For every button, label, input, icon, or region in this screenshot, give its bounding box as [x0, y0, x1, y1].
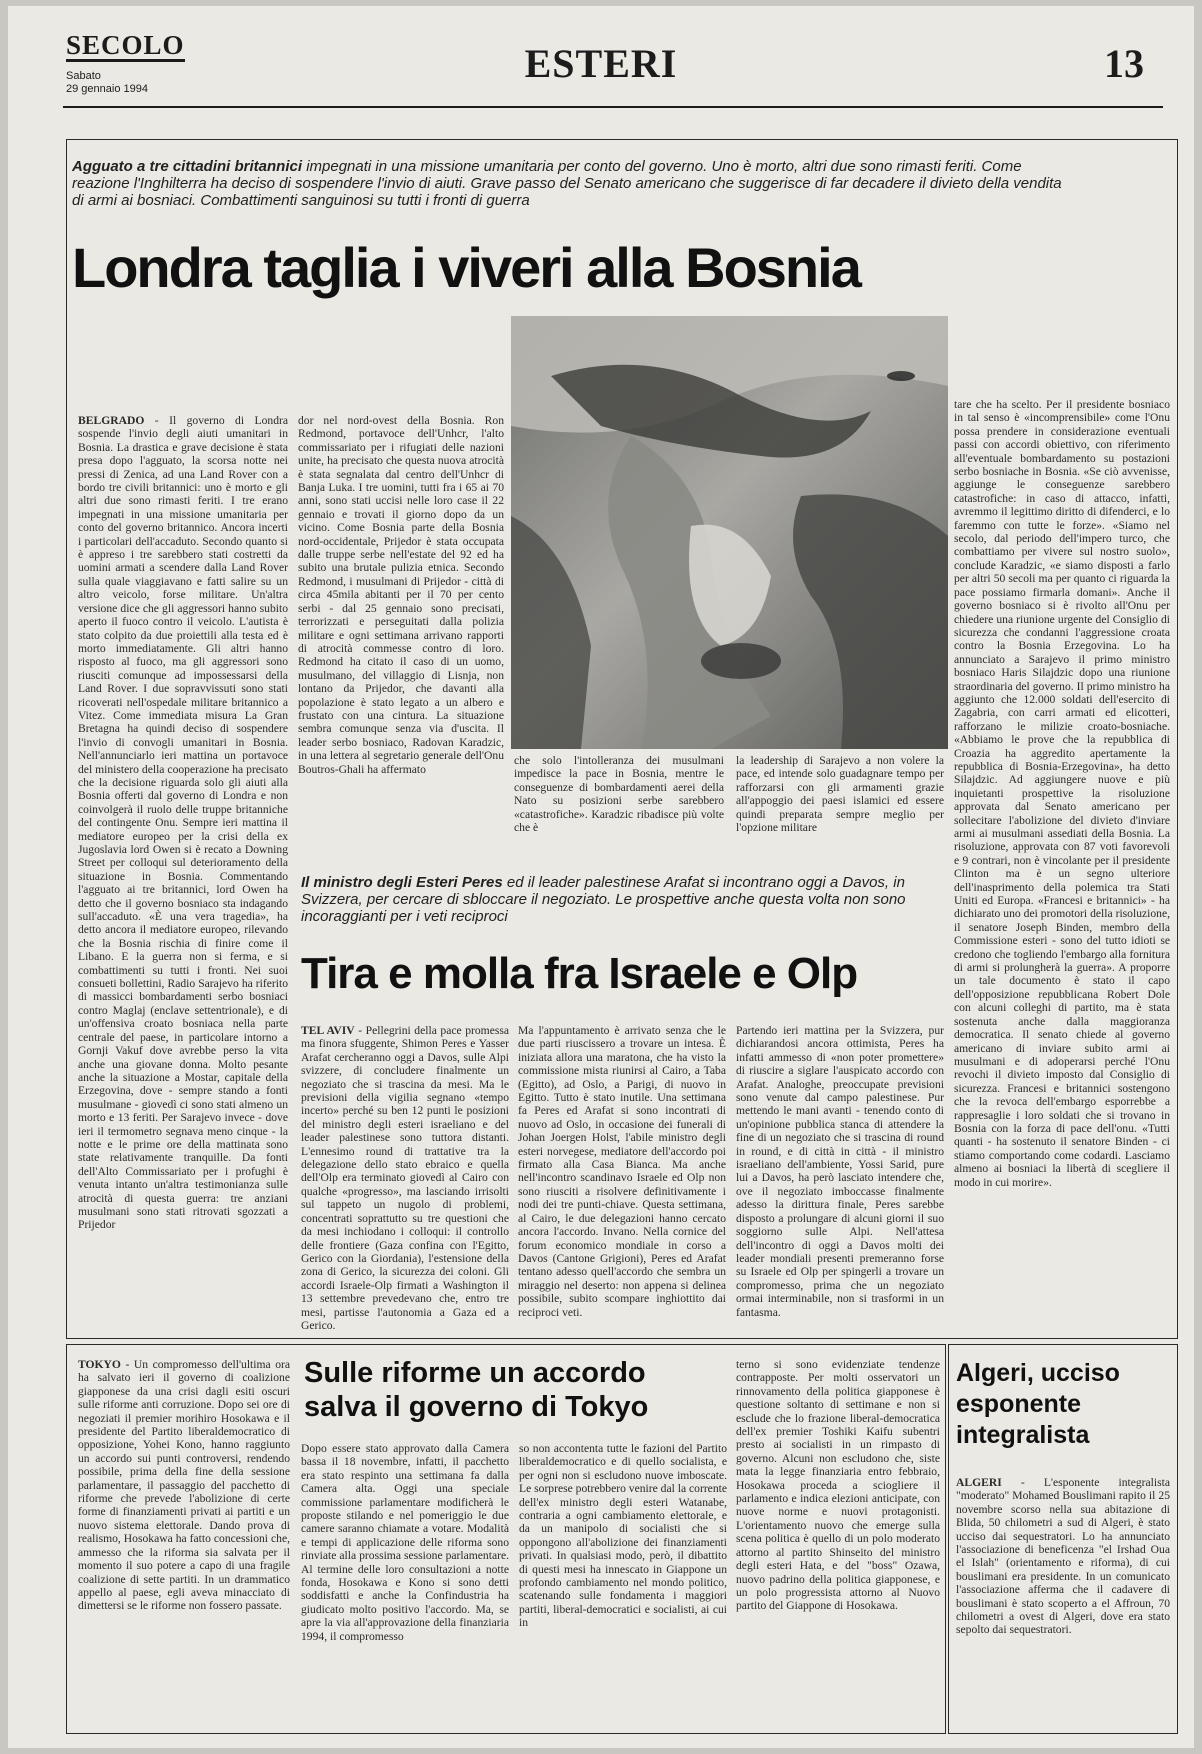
israele-col-1-body: Pellegrini della pace promessa ma finora sfuggente, Shimon Peres e Yasser Arafat cercheranno oggi a Davos, sulle Alpi svizzere, di concludere finalmente un negoziato che si trascina da mesi. Ma le previsioni della vigilia segnano «tempo incerto» perché su ben 12 punti le posizioni del ministro degli esteri israeliano e del leader palestinese sono tuttora distanti. L'ennesimo round di trattative tra la delegazione dello stato ebraico e quella dell'Olp era terminato giovedì al Cairo con qualche «progresso», ma lasciando irrisolti sul tappeto un nugolo di problemi, concentrati soprattutto su tre questioni che da mesi inchiodano i colloqui: il controllo delle frontiere (Gaza confina con l'Egitto, Gerico con la Giordania), l'estensione della zona di Gerico, la sicurezza dei coloni. Gli accordi Israele-Olp firmati a Washington il 13 settembre prevedevano che, entro tre mesi, partisse l'autonomia a Gaza ed a Gerico.: [301, 1024, 509, 1332]
tokyo-col-3-text: so non accontenta tutte le fazioni del Partito liberaldemocratico e di quello socialista, e per ogni non si escludono nuove imboscate. Le sorprese potrebbero venire dal la corrente dell'ex ministro degli esteri Watanabe, contraria a ogni cambiamento elettorale, e da un manipolo di socialisti che si oppongono all'abolizione dei finanziamenti privati. In qualsiasi modo, però, il dibattito di questi mesi ha innescato in Giappone un profondo cambiamento nel mondo politico, scatenando sulle fondamenta i maggiori partiti, liberal-democratici e socialisti, ai cui in: [519, 1442, 727, 1630]
algeri-headline: Algeri, ucciso esponente integralista: [956, 1359, 1120, 1449]
bosnia-kicker: [72, 158, 1062, 209]
israele-kicker: [301, 874, 941, 925]
israele-dateline: TEL AVIV: [301, 1024, 355, 1037]
bosnia-col-4-text: la leadership di Sarajevo a non volere la pace, ed intende solo guadagnare tempo per rafforzarsi con gli armamenti grazie all'appoggio dei paesi islamici ed essere quindi preparata sempre meglio per l'opzione militare: [736, 754, 944, 834]
bosnia-kicker-lead: Agguato a tre cittadini britannici: [72, 158, 303, 175]
bosnia-col-1: [78, 414, 288, 1334]
tokyo-col-2-text: Dopo essere stato approvato dalla Camera bassa il 18 novembre, infatti, il pacchetto era stato respinto una settimana fa dalla Camera alta. Oggi una speciale commissione parlamentare modificherà le proposte stilando e nel pomeriggio le due camere saranno chiamate a votare. Modalità e tempi di applicazione delle riforma sono rinviate alla prossima sessione parlamentare. Al termine delle loro consultazioni a notte fonda, Hosokawa e Kono si sono detti soddisfatti e anche la Confindustria ha giudicato molto positivo l'accordo. Ma, se apre la via all'approvazione della finanziaria 1994, il compromesso: [301, 1442, 509, 1643]
bosnia-col-5-text: tare che ha scelto. Per il presidente bosniaco in tal senso è «incomprensibile» come l'Onu possa prendere in considerazione eventuali passi con accordi obiettivo, con riferimento all'eventuale bombardamento su postazioni serbo bosniache in Bosnia. «Se ciò avvenisse, aggiunge le conseguenze sarebbero catastrofiche: in caso di attacco, infatti, avremmo il legittimo diritto di difenderci, e lo faremmo con tutte le forze». «Siamo nel secolo, dal periodo dell'impero turco, che combattiamo per vivere sul nostro suolo», conclude Karadzic, «e siamo disposti a farlo per altri 50 secoli ma per quanto ci riguarda la pace possiamo firmarla domani». Anche il governo bosniaco si è rivolto all'Onu per chiedere una riunione urgente del Consiglio di sicurezza che condanni l'aggressione croata contro la Bosnia Erzegovina. Lo ha annunciato a Sarajevo il primo ministro bosniaco Haris Silajdzic dopo una riunione straordinaria del governo. Il primo ministro ha aggiunto che 12.000 soldati dell'esercito di Zagabria, con carri armati ed elicotteri, rafforzano le milizie croato-bosniache. «Abbiamo le prove che la repubblica di Croazia ha aggredito apertamente la repubblica di Bosnia-Erzegovina», ha detto Silajdzic. Ad aggiungere nuove e più inquietanti prospettive la risoluzione approvata dal Senato americano per sollecitare l'abolizione del divieto d'inviare armi ai musulmani assediati della Bosnia. La risoluzione, approvata con 87 voti favorevoli e 9 contrari, non è vincolante per il presidente Clinton ma è un segno ulteriore dell'inasprimento della polemica tra Stati Uniti ed Europa. «Francesi e britannici» - ha dichiarato uno dei promotori della risoluzione, il senatore Joseph Binden, membro della Commissione esteri - sono del tutto idioti se credono che togliendo l'embargo alla fornitura di armi si prolungherà la guerra». A proporre un tale documento è stato il capo dell'opposizione repubblicana Robert Dole con alcuni colleghi di partito, ma è stata sostenuta anche dalla maggioranza democratica. Il senato chiede al governo americano di inviare subito armi ai musulmani e di adoperarsi perché l'Onu revochi il divieto imposto dal Consiglio di sicurezza. Francesi e britannici sostengono che la revoca dell'embargo esporrebbe a rappresaglie i loro soldati che si trovano in Bosnia con la forza di pace dell'onu. «Tutti quanti - ha sostenuto il senatore Binden - ci stiamo comportando come codardi. Lasciamo almeno ai bosniaci la libertà di scegliere il modo in cui morire».: [954, 398, 1170, 1189]
israele-col-1: [301, 1024, 509, 1334]
bosnia-col-5: [954, 398, 1170, 1334]
bosnia-col-3-text: che solo l'intolleranza dei musulmani impedisce la pace in Bosnia, mentre le conseguenze di bombardamenti aerei della Nato su posizioni serbe sarebbero «catastrofiche». Karadzic ribadisce più volte che è: [514, 754, 724, 834]
tokyo-headline: Sulle riforme un accordo salva il governo di Tokyo: [304, 1357, 649, 1423]
algeri-col-1: [956, 1476, 1170, 1728]
tokyo-col-1: [78, 1358, 290, 1728]
tokyo-col-4: [736, 1358, 940, 1728]
bosnia-col-1-text: BELGRADO - Il governo di Londra sospende l'invio degli aiuti umanitari in Bosnia. La drastica e grave decisione è stata presa dopo l'agguato, la scorsa notte nei pressi di Zenica, ad una Land Rover con a bordo tre civili britannici: uno è morto e gli altri due sono rimasti feriti. I tre erano impegnati in una missione umanitaria per conto del governo britannico. Ancora incerti i particolari dell'accaduto. Secondo quanto si è appreso i tre sarebbero stati costretti da uomini armati a scendere dalla Land Rover sulla quale viaggiavano e fatti salire su un altro veicolo, forse militare. Un'altra versione dice che gli aggressori hanno subito aperto il fuoco contro il veicolo. L'autista è stato colpito da due proiettili alla testa ed è morto immediatamente. Gli altri hanno risposto al fuoco, ma gli aggressori sono riusciti comunque ad impossessarsi della Land Rover. I due sopravvissuti sono stati ricoverati nell'ospedale militare britannico a Vitez. Come immediata misura La Gran Bretagna ha quindi deciso di sospendere l'invio di convogli umanitari in Bosnia. Nell'annunciarlo ieri mattina un portavoce del ministero della cooperazione ha precisato che la decisione riguarda solo gli aiuti alla Bosnia offerti dal governo di Londra e non coinvolgerà il ruolo delle truppe britanniche del contingente Onu. Sempre ieri mattina il mediatore europeo per la crisi della ex Jugoslavia lord Owen si è recato a Downing Street per colloqui sul deterioramento della situazione in Bosnia. Commentando l'agguato ai tre britannici, lord Owen ha detto che il governo bosniaco sta indagando sull'accaduto. «È una vera tragedia», ha detto ancora il mediatore europeo, rilevando che la Bosnia rischia di finire come il Libano. E la guerra non si ferma, e si combattimenti su tutti i fronti. Nei suoi consueti bollettini, Radio Sarajevo ha riferito di massicci bombardamenti serbo bosniaci contro Maglaj (enclave settentrionale), e di un'offensiva croato bosniaca nella parte centrale del paese, in particolare intorno a Gornji Vakuf dove avrebbe perso la vita anche una giovane donna. Molto pesante anche la situazione a Mostar, capitale della Erzegovina, dove - sempre stando a fonti musulmane - giovedì ci sono stati almeno un morto e 13 feriti. Per Sarajevo invece - dove ieri il termometro segnava meno cinque - la notte e le prime ore della mattinata sono state relativamente tranquille. Da fonti dell'Alto Commissariato per i profughi è venuta intanto un'altra testimonianza sulle atrocità di questa guerra: tre anziani musulmani sono stati ritrovati sgozzati a Prijedor: [78, 414, 288, 1232]
issue-day: Sabato: [66, 70, 101, 82]
masthead-rule: [63, 106, 1163, 108]
tokyo-col-1-text: TOKYO - Un compromesso dell'ultima ora ha salvato ieri il governo di coalizione giapponese da una crisi dagli esiti oscuri sulle riforme anti corruzione. Dopo sei ore di negoziati il premier morihiro Hosokawa e il presidente del Partito liberaldemocratico di opposizione, Yohei Kono, hanno raggiunto un accordo sui punti controversi, rendendo possibile, prima della fine della sessione parlamentare, il passaggio del pacchetto di riforme che prevede l'abolizione di certe forme di finanziamenti privati ai partiti e un nuovo sistema elettorale. Dando prova di realismo, Hosokawa ha fatto concessioni che, ammesso che la riforma sia salvata per il momento il suo potere a capo di una fragile coalizione di sette partiti. In un drammatico appello al paese, egli aveva minacciato di dimettersi se le riforme non fossero passate.: [78, 1358, 290, 1613]
issue-date-text: 29 gennaio 1994: [66, 83, 148, 95]
bosnia-col-4: [736, 754, 944, 834]
tokyo-col-2: [301, 1442, 509, 1728]
israele-col-1-text: TEL AVIV - Pellegrini della pace promessa ma finora sfuggente, Shimon Peres e Yasser Arafat cercheranno oggi a Davos, sulle Alpi svizzere, di concludere finalmente un negoziato che si trascina da mesi. Ma le previsioni della vigilia segnano «tempo incerto» perché su ben 12 punti le posizioni del ministro degli esteri israeliano e del leader palestinese sono tuttora distanti. L'ennesimo round di trattative tra la delegazione dello stato ebraico e quella dell'Olp era terminato giovedì al Cairo con qualche «progresso», ma lasciando irrisolti sul tappeto un nugolo di problemi, concentrati soprattutto su tre questioni che da mesi inchiodano i colloqui: il controllo delle frontiere (Gaza confina con l'Egitto, Gerico con la Giordania), l'estensione della zona di Gerico, la sicurezza dei coloni. Gli accordi Israele-Olp firmati a Washington il 13 settembre prevedevano che, entro tre mesi, partisse l'autonomia a Gaza ed a Gerico.: [301, 1024, 509, 1332]
israele-headline: Tira e molla fra Israele e Olp: [301, 949, 858, 998]
tokyo-dateline: TOKYO: [78, 1358, 121, 1371]
bosnia-dateline: BELGRADO: [78, 414, 145, 427]
bosnia-photo: [511, 316, 948, 749]
algeri-dateline: ALGERI: [956, 1476, 1002, 1489]
israele-col-3-text: Partendo ieri mattina per la Svizzera, pur dichiarandosi ancora ottimista, Peres ha infatti ammesso di «non poter promettere» di riuscire a siglare l'auspicato accordo con Arafat. Analoghe, preoccupate previsioni sono venute dal campo palestinese. Pur mettendo le mani avanti - tenendo conto di un'opinione pubblica stanca di attendere la fine di un negoziato che si trascina di round in round, e di città in città - il ministro israeliano dell'ambiente, Yossi Sarid, pure lui a Davos, ha però lasciato intendere che, ove il negoziato imboccasse finalmente adesso la dirittura finale, Peres sarebbe disposto a prolungare di alcuni giorni il suo soggiorno sulle Alpi. Nell'attesa dell'incontro di oggi a Davos molti dei leader mondiali presenti premeranno forse su Israele ed Olp per spingerli a trovare un compromesso, prima che un negoziato ormai interminabile, non si trasformi in un fantasma.: [736, 1024, 944, 1319]
algeri-col-1-body: L'esponente integralista "moderato" Mohamed Bouslimani rapito il 25 novembre scorso nella sua abitazione di Blida, 50 chilometri a sud di Algeri, è stato ucciso dai sequestratori. Lo ha annunciato l'associazione di beneficenza "el Irshad Oua el Islah" (orientamento e riforma), di cui bouslimani era presidente. In un comunicato l'associazione afferma che il cadavere di bouslimani è stato scoperto a el Affroun, 70 chilometri a ovest di Algeri, dove era stato sepolto dai sequestratori.: [956, 1476, 1170, 1637]
bosnia-photo-image: [511, 316, 948, 749]
bosnia-col-1-body: Il governo di Londra sospende l'invio degli aiuti umanitari in Bosnia. La drastica e grave decisione è stata presa dopo l'agguato, la scorsa notte nei pressi di Zenica, ad una Land Rover con a bordo tre civili britannici: uno è morto e gli altri due sono rimasti feriti. I tre erano impegnati in una missione umanitaria per conto del governo britannico. Ancora incerti i particolari dell'accaduto. Secondo quanto si è appreso i tre sarebbero stati costretti da uomini armati a scendere dalla Land Rover sulla quale viaggiavano e fatti salire su un altro veicolo, forse militare. Un'altra versione dice che gli aggressori hanno subito aperto il fuoco contro il veicolo. L'autista è stato colpito da due proiettili alla testa ed è morto immediatamente. Gli altri hanno risposto al fuoco, ma gli aggressori sono riusciti comunque ad impossessarsi della Land Rover. I due sopravvissuti sono stati ricoverati nell'ospedale militare britannico a Vitez. Come immediata misura La Gran Bretagna ha quindi deciso di sospendere l'invio di convogli umanitari in Bosnia. Nell'annunciarlo ieri mattina un portavoce del ministero della cooperazione ha precisato che la decisione riguarda solo gli aiuti alla Bosnia offerti dal governo di Londra e non coinvolgerà il ruolo delle truppe britanniche del contingente Onu. Sempre ieri mattina il mediatore europeo per la crisi della ex Jugoslavia lord Owen si è recato a Downing Street per colloqui sul deterioramento della situazione in Bosnia. Commentando l'agguato ai tre britannici, lord Owen ha detto che il governo bosniaco sta indagando sull'accaduto. «È una vera tragedia», ha detto ancora il mediatore europeo, rilevando che la Bosnia rischia di finire come il Libano. E la guerra non si ferma, e si combattimenti su tutti i fronti. Nei suoi consueti bollettini, Radio Sarajevo ha riferito di massicci bombardamenti serbo bosniaci contro Maglaj (enclave settentrionale), e di un'offensiva croato bosniaca nella parte centrale del paese, in particolare intorno a Gornji Vakuf dove avrebbe perso la vita anche una giovane donna. Molto pesante anche la situazione a Mostar, capitale della Erzegovina, dove - sempre stando a fonti musulmane - giovedì ci sono stati almeno un morto e 13 feriti. Per Sarajevo invece - dove ieri il termometro segnava meno cinque - la notte e le prime ore della mattinata sono state relativamente tranquille. Da fonti dell'Alto Commissariato per i profughi è venuta intanto un'altra testimonianza sulle atrocità di questa guerra: tre anziani musulmani sono stati ritrovati sgozzati a Prijedor: [78, 414, 288, 1232]
israele-col-2: [518, 1024, 726, 1334]
tokyo-col-1-body: Un compromesso dell'ultima ora ha salvato ieri il governo di coalizione giapponese da una crisi dagli esiti oscuri sulle riforme anti corruzione. Dopo sei ore di negoziati il premier morihiro Hosokawa e il presidente del Partito liberaldemocratico di opposizione, Yohei Kono, hanno raggiunto un accordo sui punti controversi, rendendo possibile, prima della fine della sessione parlamentare, il passaggio del pacchetto di riforme che prevede l'abolizione di certe forme di finanziamenti privati ai partiti e un nuovo sistema elettorale. Dando prova di realismo, Hosokawa ha fatto concessioni che, ammesso che la riforma sia salvata per il momento il suo potere a capo di una fragile coalizione di sette partiti. In un drammatico appello al paese, egli aveva minacciato di dimettersi se le riforme non fossero passate.: [78, 1358, 290, 1613]
tokyo-col-3: [519, 1442, 727, 1728]
israele-col-3: [736, 1024, 944, 1334]
israele-col-2-text: Ma l'appuntamento è arrivato senza che le due parti riuscissero a trovare un intesa. È iniziata allora una maratona, che ha visto la commissione mista riunirsi al Cairo, a Taba (Egitto), ad Oslo, a Parigi, di nuovo in Egitto. Tutto è stato inutile. Una settimana fa Peres ed Arafat si sono incontrati di nuovo ad Oslo, in occasione dei funerali di Johan Joergen Holst, l'abile ministro degli esteri norvegese, mediatore dell'accordo poi firmato alla Casa Bianca. Ma anche nell'incontro scandinavo Israele ed Olp non sono riusciti a risolvere definitivamente i nodi dei tre punti-chiave. Questa settimana, al Cairo, le due delegazioni hanno cercato ancora l'accordo. Invano. Nella cornice del forum economico mondiale in corso a Davos (Cantone Grigioni), Peres ed Arafat tentano adesso quell'accordo che sembra un miraggio nel deserto: non appena si delinea possibile, subito scompare inghiottito dai reciproci veti.: [518, 1024, 726, 1319]
bosnia-col-2-text: dor nel nord-ovest della Bosnia. Ron Redmond, portavoce dell'Unhcr, l'alto commissariato per i rifugiati delle nazioni unite, ha precisato che questa nuova atrocità è stata segnalata dal centro dell'Unhcr di Banja Luka. I tre uomini, tutti fra i 65 ai 70 anni, sono stati uccisi nelle loro case il 22 gennaio e trovati il giorno dopo da un vicino. Come Bosnia parte della Bosnia nord-occidentale, Prijedor è stata occupata dalle truppe serbe nell'estate del 92 ed ha subito una brutale pulizia etnica. Secondo Redmond, i musulmani di Prijedor - città di circa 45mila abitanti per il 70 per cento serbi - dal 25 gennaio sono precisati, terrorizzati e perseguitati dalla polizia militare e ogni settimana arrivano rapporti di atrocità commesse contro di loro. Redmond ha citato il caso di un uomo, musulmano, del villaggio di Lisnja, non lontano da Prijedor, che davanti alla popolazione è stato legato a un albero e frustato con una cintura. La situazione sembra comunque senza via d'uscita. Il leader serbo bosniaco, Radovan Karadzic, in una lettera al segretario generale dell'Onu Boutros-Ghali ha affermato: [298, 414, 504, 776]
newspaper-logo: SECOLO: [66, 30, 185, 60]
tokyo-col-4-text: terno si sono evidenziate tendenze contrapposte. Per molti osservatori un rinnovamento della politica giapponese è questione soltanto di settimane e non si esclude che lo frazione liberal-democratica dell'ex premier Toshiki Kaifu subentri presto ai socialisti in un rimpasto di governo. Alcuni non escludono che, siste mata la legge finanziaria entro febbraio, Hosokawa proceda a sciogliere il parlamento e indica elezioni anticipate, con nuove norme e nuovi protagonisti. L'orientamento nuovo che emerge sulla scena politica è quello di un polo moderato attorno al partito Shinseito del ministro degli esteri Hata, e del "boss" Ozawa, nuovo padrino della politica giapponese, e un polo progressista attorno al Nuovo partito del Giappone di Hosokawa.: [736, 1358, 940, 1613]
israele-kicker-lead: Il ministro degli Esteri Peres: [301, 874, 503, 891]
bosnia-col-2: [298, 414, 504, 834]
israele-kicker-text: ed il leader palestinese Arafat si incontrano oggi a Davos, in Svizzera, per cercare di sbloccare il negoziato. Le prospettive anche questa volta non sono incoraggianti per i veti reciproci: [301, 874, 906, 925]
newspaper-page: [8, 6, 1194, 1748]
bosnia-headline: Londra taglia i viveri alla Bosnia: [72, 236, 860, 299]
algeri-col-1-text: ALGERI - L'esponente integralista "moderato" Mohamed Bouslimani rapito il 25 novembre scorso nella sua abitazione di Blida, 50 chilometri a sud di Algeri, è stato ucciso dai sequestratori. Lo ha annunciato l'associazione di beneficenza "el Irshad Oua el Islah" (orientamento e riforma), di cui bouslimani era presidente. In un comunicato l'associazione afferma che il cadavere di bouslimani è stato scoperto a el Affroun, 70 chilometri a ovest di Algeri, dove era stato sepolto dai sequestratori.: [956, 1476, 1170, 1637]
bosnia-kicker-text: impegnati in una missione umanitaria per conto del governo. Uno è morto, altri due sono rimasti feriti. Come reazione l'Inghilterra ha deciso di sospendere l'invio di aiuti. Grave passo del Senato americano che suggerisce di far decadere il divieto della vendita di armi ai bosniaci. Combattimenti sanguinosi su tutti i fronti di guerra: [72, 158, 1062, 209]
section-title: ESTERI: [524, 41, 678, 86]
bosnia-col-3: [514, 754, 724, 834]
page-number: 13: [1104, 41, 1144, 86]
